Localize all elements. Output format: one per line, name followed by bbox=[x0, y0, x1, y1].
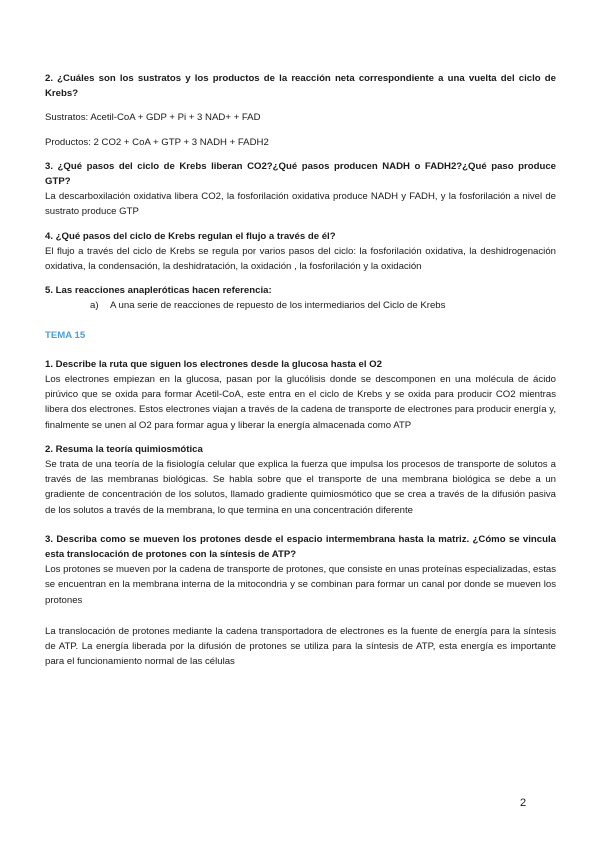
option-text: A una serie de reacciones de repuesto de los intermediarios del Ciclo de Krebs bbox=[110, 300, 446, 312]
tema15-question-3-answer-1: Los protones se mueven por la cadena de transporte de protones, que consiste en unas proteínas especializadas, estas se encuentran en la membrana interna de la mitocondria y se combinan para formar un canal por donde se mueven los protones bbox=[45, 564, 556, 606]
page-content bbox=[45, 71, 556, 670]
tema15-question-1-answer: Los electrones empiezan en la glucosa, pasan por la glucólisis donde se descomponen en una molécula de ácido pirúvico que se oxida para formar Acetil-CoA, este entra en el ciclo de Krebs y se oxida para producir CO2 mientras libera dos electrones. Estos electrones viajan a través de la cadena de transporte de electrones para producir energía y, finalmente se unen al O2 para formar agua y liberar la energía almacenada como ATP bbox=[45, 374, 556, 431]
question-4-krebs-answer: El flujo a través del ciclo de Krebs se regula por varios pasos del ciclo: la fosforilación oxidativa, la deshidrogenación oxidativa, la condensación, la deshidratación, la oxidación , la fosforilación y la oxidación bbox=[45, 245, 556, 273]
question-2-sustratos: Sustratos: Acetil-CoA + GDP + Pi + 3 NAD+ + FAD bbox=[45, 112, 261, 124]
option-marker: a) bbox=[90, 300, 99, 312]
question-4-krebs-title: 4. ¿Qué pasos del ciclo de Krebs regulan el flujo a través de él? bbox=[45, 230, 336, 242]
question-5-option-a bbox=[90, 298, 556, 313]
tema15-question-3-answer-2: La translocación de protones mediante la cadena transportadora de electrones es la fuente de energía para la síntesis de ATP. La energía liberada por la difusión de protones se utiliza para la síntesis de ATP, esta energía es importante para el funcionamiento normal de las células bbox=[45, 625, 556, 668]
tema15-question-2-title: 2. Resuma la teoría quimiosmótica bbox=[45, 443, 203, 455]
question-5-anapleroticas-title: 5. Las reacciones anapleróticas hacen referencia: bbox=[45, 285, 272, 297]
question-3-krebs-title: 3. ¿Qué pasos del ciclo de Krebs liberan CO2?¿Qué pasos producen NADH o FADH2?¿Qué paso produce GTP? bbox=[45, 160, 556, 188]
question-2-krebs-title: 2. ¿Cuáles son los sustratos y los productos de la reacción neta correspondiente a una vuelta del ciclo de Krebs? bbox=[45, 73, 556, 100]
question-3-krebs-answer: La descarboxilación oxidativa libera CO2, la fosforilación oxidativa produce NADH y FADH, y la fosforilación a nivel de sustrato produce GTP bbox=[45, 191, 556, 218]
tema15-question-2-answer: Se trata de una teoría de la fisiología celular que explica la fuerza que impulsa los procesos de transporte de solutos a través de las membranas biológicas. Se habla sobre que el transporte de una membrana biológica se debe a un gradiente de concentración de los solutos, llamado gradiente quimiosmótico que se crea a través de la difusión pasiva de los solutos a través de la membrana, lo que termina en una concentración diferente bbox=[45, 459, 556, 516]
tema-heading: TEMA 15 bbox=[45, 329, 86, 341]
page-number: 2 bbox=[520, 797, 527, 809]
tema15-question-1-title: 1. Describe la ruta que siguen los electrones desde la glucosa hasta el O2 bbox=[45, 358, 382, 370]
tema15-question-3-title: 3. Describa como se mueven los protones desde el espacio intermembrana hasta la matriz. ¿Cómo se vincula esta translocación de protones con la síntesis de ATP? bbox=[45, 533, 556, 561]
question-2-productos: Productos: 2 CO2 + CoA + GTP + 3 NADH + FADH2 bbox=[45, 136, 269, 148]
